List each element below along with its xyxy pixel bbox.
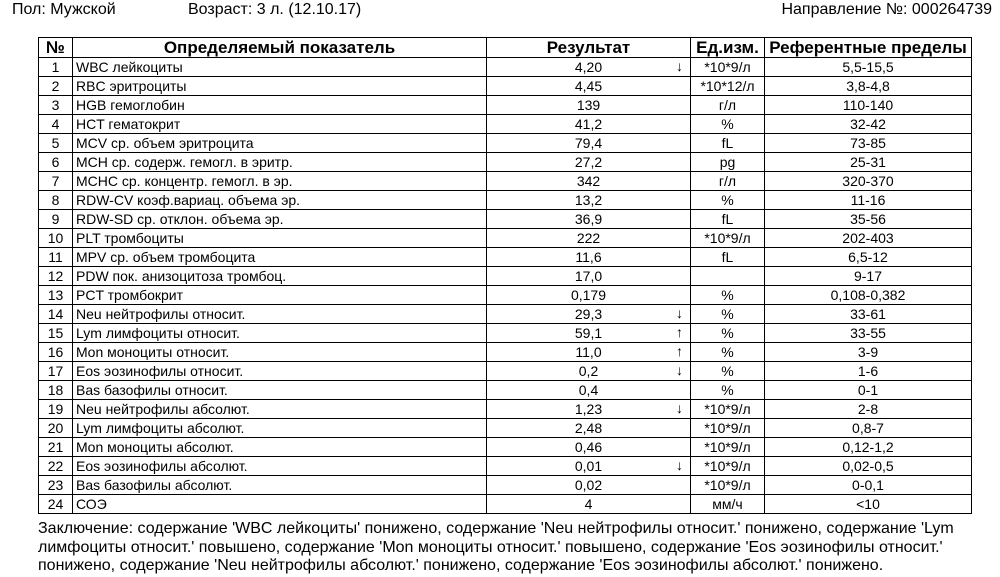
reference-range: 11-16: [765, 191, 972, 210]
result-cell: [487, 267, 691, 286]
unit: %: [691, 286, 765, 305]
arrow-up-icon: ↑: [676, 343, 683, 359]
unit: %: [691, 305, 765, 324]
row-number: 13: [39, 286, 73, 305]
result-value: 342: [576, 172, 601, 189]
row-number: 24: [39, 495, 73, 514]
reference-range: 32-42: [765, 115, 972, 134]
result-value: 59,1: [574, 324, 603, 341]
parameter-name: Mon моноциты абсолют.: [73, 438, 487, 457]
result-cell: [487, 305, 691, 324]
row-number: 17: [39, 362, 73, 381]
row-number: 10: [39, 229, 73, 248]
result-value: 0,01: [574, 457, 603, 474]
table-row: [39, 362, 972, 381]
arrow-down-icon: ↓: [676, 400, 683, 416]
table-row: [39, 381, 972, 400]
reference-range: 2-8: [765, 400, 972, 419]
table-row: [39, 495, 972, 514]
reference-range: 73-85: [765, 134, 972, 153]
result-cell: [487, 210, 691, 229]
result-value: 41,2: [574, 115, 603, 132]
unit: мм/ч: [691, 495, 765, 514]
parameter-name: PCT тромбокрит: [73, 286, 487, 305]
parameter-name: MCV ср. объем эритроцита: [73, 134, 487, 153]
reference-range: 3,8-4,8: [765, 77, 972, 96]
parameter-name: Neu нейтрофилы относит.: [73, 305, 487, 324]
unit: %: [691, 362, 765, 381]
table-row: [39, 96, 972, 115]
parameter-name: Eos эозинофилы относит.: [73, 362, 487, 381]
result-value: 11,0: [575, 343, 602, 360]
unit: fL: [691, 134, 765, 153]
arrow-down-icon: ↓: [676, 305, 683, 321]
reference-range: 25-31: [765, 153, 972, 172]
result-value: 17,0: [574, 267, 603, 284]
unit: pg: [691, 153, 765, 172]
row-number: 4: [39, 115, 73, 134]
parameter-name: PDW пок. анизоцитоза тромбоц.: [73, 267, 487, 286]
parameter-name: RDW-SD ср. отклон. объема эр.: [73, 210, 487, 229]
result-value: 4,45: [574, 77, 603, 94]
patient-age: Возраст: 3 л. (12.10.17): [188, 1, 362, 18]
result-cell: [487, 153, 691, 172]
result-cell: [487, 58, 691, 77]
unit: %: [691, 343, 765, 362]
reference-range: 35-56: [765, 210, 972, 229]
table-row: [39, 286, 972, 305]
unit: *10*9/л: [691, 457, 765, 476]
table-row: [39, 153, 972, 172]
result-value: 29,3: [574, 305, 603, 322]
result-value: 0,2: [578, 362, 599, 379]
reference-range: 0,02-0,5: [765, 457, 972, 476]
unit: %: [691, 381, 765, 400]
table-row: [39, 267, 972, 286]
unit: *10*9/л: [691, 419, 765, 438]
row-number: 3: [39, 96, 73, 115]
parameter-name: Lym лимфоциты абсолют.: [73, 419, 487, 438]
arrow-down-icon: ↓: [676, 58, 683, 74]
result-cell: [487, 495, 691, 514]
parameter-name: Lym лимфоциты относит.: [73, 324, 487, 343]
result-cell: [487, 438, 691, 457]
reference-range: 0,12-1,2: [765, 438, 972, 457]
table-row: [39, 324, 972, 343]
reference-range: 5,5-15,5: [765, 58, 972, 77]
unit: %: [691, 115, 765, 134]
row-number: 2: [39, 77, 73, 96]
parameter-name: Mon моноциты относит.: [73, 343, 487, 362]
result-cell: [487, 324, 691, 343]
table-row: [39, 172, 972, 191]
result-cell: [487, 115, 691, 134]
table-row: [39, 305, 972, 324]
parameter-name: PLT тромбоциты: [73, 229, 487, 248]
row-number: 8: [39, 191, 73, 210]
result-cell: [487, 96, 691, 115]
reference-range: 1-6: [765, 362, 972, 381]
unit: [691, 267, 765, 286]
table-row: [39, 438, 972, 457]
table-row: [39, 400, 972, 419]
unit: *10*9/л: [691, 229, 765, 248]
reference-range: 9-17: [765, 267, 972, 286]
table-row: [39, 115, 972, 134]
row-number: 15: [39, 324, 73, 343]
parameter-name: Bas базофилы относит.: [73, 381, 487, 400]
reference-range: 0,108-0,382: [765, 286, 972, 305]
table-row: [39, 457, 972, 476]
row-number: 9: [39, 210, 73, 229]
arrow-down-icon: ↓: [676, 457, 683, 473]
row-number: 6: [39, 153, 73, 172]
result-value: 4,20: [574, 58, 603, 75]
parameter-name: MCH ср. содерж. гемогл. в эритр.: [73, 153, 487, 172]
result-cell: [487, 191, 691, 210]
table-row: [39, 248, 972, 267]
unit: *10*9/л: [691, 58, 765, 77]
result-value: 0,179: [570, 286, 607, 303]
parameter-name: Eos эозинофилы абсолют.: [73, 457, 487, 476]
parameter-name: СОЭ: [73, 495, 487, 514]
result-value: 79,4: [574, 134, 603, 151]
unit: *10*9/л: [691, 476, 765, 495]
result-value: 0,46: [574, 438, 603, 455]
arrow-up-icon: ↑: [676, 324, 683, 340]
unit: г/л: [691, 172, 765, 191]
row-number: 16: [39, 343, 73, 362]
result-cell: [487, 381, 691, 400]
parameter-name: RDW-CV коэф.вариац. объема эр.: [73, 191, 487, 210]
column-header-unit: Ед.изм.: [691, 38, 765, 58]
result-value: 1,23: [574, 400, 603, 417]
result-cell: [487, 172, 691, 191]
result-cell: [487, 248, 691, 267]
table-row: [39, 419, 972, 438]
row-number: 22: [39, 457, 73, 476]
table-row: [39, 58, 972, 77]
parameter-name: HGB гемоглобин: [73, 96, 487, 115]
unit: %: [691, 324, 765, 343]
unit: *10*9/л: [691, 400, 765, 419]
row-number: 23: [39, 476, 73, 495]
reference-range: 33-55: [765, 324, 972, 343]
result-cell: [487, 400, 691, 419]
reference-range: 0-1: [765, 381, 972, 400]
row-number: 18: [39, 381, 73, 400]
conclusion-line: Заключение: содержание 'WBC лейкоциты' понижено, содержание 'Neu нейтрофилы относит.' понижено, содержание 'Lym: [38, 520, 954, 537]
result-cell: [487, 457, 691, 476]
row-number: 5: [39, 134, 73, 153]
conclusion-line: понижено, содержание 'Neu нейтрофилы абсолют.' понижено, содержание 'Eos эозинофилы абсолют.' понижено.: [38, 557, 884, 574]
unit: fL: [691, 210, 765, 229]
column-header-number: №: [39, 38, 73, 58]
parameter-name: HCT гематокрит: [73, 115, 487, 134]
table-row: [39, 77, 972, 96]
parameter-name: WBC лейкоциты: [73, 58, 487, 77]
row-number: 20: [39, 419, 73, 438]
result-value: 13,2: [574, 191, 603, 208]
result-cell: [487, 419, 691, 438]
row-number: 12: [39, 267, 73, 286]
result-cell: [487, 134, 691, 153]
reference-range: 3-9: [765, 343, 972, 362]
reference-range: 0,8-7: [765, 419, 972, 438]
result-value: 139: [576, 96, 601, 113]
result-cell: [487, 362, 691, 381]
table-row: [39, 191, 972, 210]
reference-range: 6,5-12: [765, 248, 972, 267]
parameter-name: MCHC ср. концентр. гемогл. в эр.: [73, 172, 487, 191]
patient-sex: Пол: Мужской: [12, 1, 116, 18]
unit: %: [691, 191, 765, 210]
row-number: 7: [39, 172, 73, 191]
result-value: 11,6: [575, 248, 602, 265]
table-row: [39, 134, 972, 153]
column-header-reference: Референтные пределы: [765, 38, 972, 58]
row-number: 14: [39, 305, 73, 324]
row-number: 21: [39, 438, 73, 457]
referral-number: Направление №: 000264739: [781, 1, 992, 18]
unit: г/л: [691, 96, 765, 115]
result-value: 27,2: [574, 153, 603, 170]
parameter-name: Bas базофилы абсолют.: [73, 476, 487, 495]
row-number: 1: [39, 58, 73, 77]
result-value: 2,48: [574, 419, 603, 436]
reference-range: 202-403: [765, 229, 972, 248]
result-cell: [487, 229, 691, 248]
result-value: 0,4: [578, 381, 599, 398]
result-value: 0,02: [574, 476, 603, 493]
conclusion-line: лимфоциты относит.' повышено, содержание 'Mon моноциты относит.' повышено, содержание 'Eos эозинофилы относит.': [38, 538, 943, 556]
result-cell: [487, 343, 691, 362]
reference-range: 320-370: [765, 172, 972, 191]
result-cell: [487, 476, 691, 495]
reference-range: 110-140: [765, 96, 972, 115]
table-row: [39, 210, 972, 229]
unit: fL: [691, 248, 765, 267]
column-header-parameter: Определяемый показатель: [73, 38, 487, 58]
conclusion: [38, 520, 954, 576]
result-cell: [487, 77, 691, 96]
table-row: [39, 229, 972, 248]
table-header-row: [39, 38, 972, 58]
results-table: [38, 37, 972, 514]
row-number: 11: [39, 248, 73, 267]
reference-range: 0-0,1: [765, 476, 972, 495]
result-value: 222: [576, 229, 601, 246]
parameter-name: MPV ср. объем тромбоцита: [73, 248, 487, 267]
result-cell: [487, 286, 691, 305]
table-row: [39, 476, 972, 495]
reference-range: <10: [765, 495, 972, 514]
arrow-down-icon: ↓: [676, 362, 683, 378]
row-number: 19: [39, 400, 73, 419]
result-value: 4: [584, 495, 593, 512]
table-row: [39, 343, 972, 362]
unit: *10*12/л: [691, 77, 765, 96]
column-header-result: Результат: [487, 38, 691, 58]
unit: *10*9/л: [691, 438, 765, 457]
parameter-name: Neu нейтрофилы абсолют.: [73, 400, 487, 419]
reference-range: 33-61: [765, 305, 972, 324]
result-value: 36,9: [574, 210, 603, 227]
parameter-name: RBC эритроциты: [73, 77, 487, 96]
